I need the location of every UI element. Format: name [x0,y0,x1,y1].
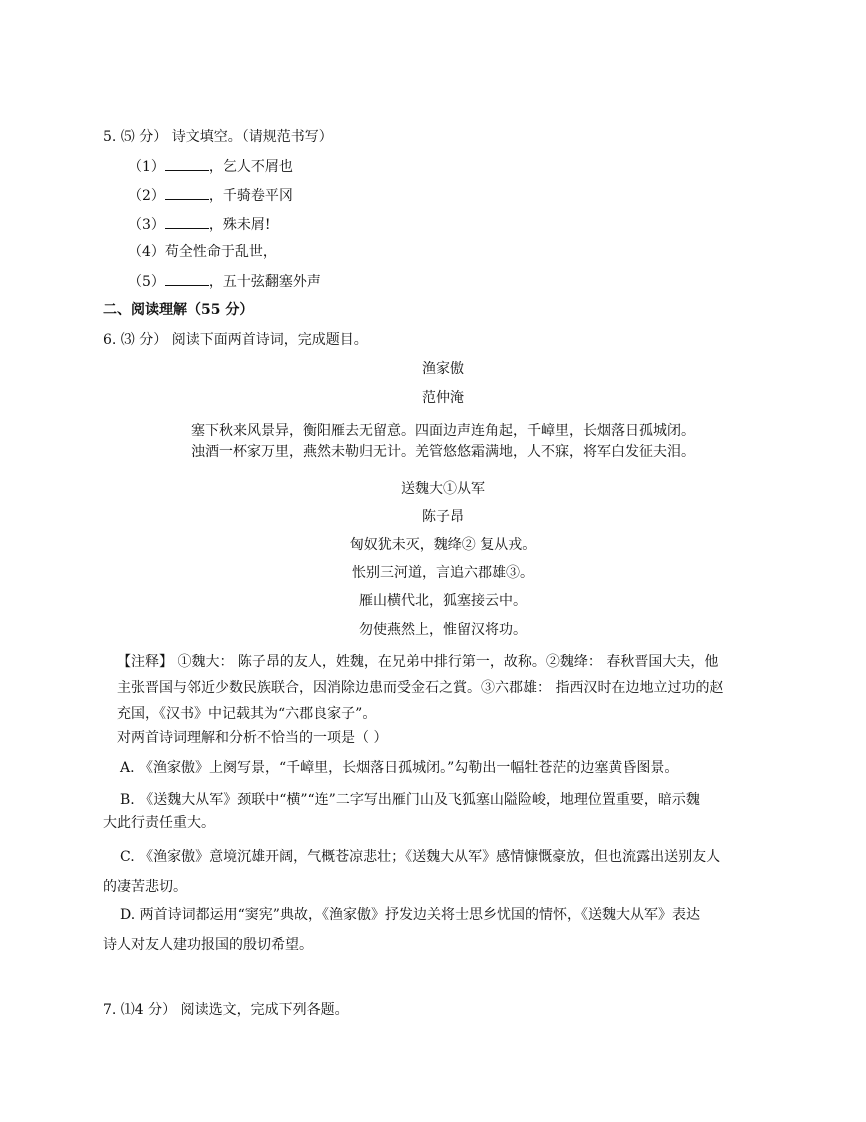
item-text: ，五十弦翻塞外声 [208,274,321,290]
option-a: A. 《渔家傲》上阕写景，“千嶂里，长烟落日孤城闭。”勾勒出一幅牡苍茫的边塞黄昏图景。 [120,760,679,776]
option-d: D. 两首诗词都运用“窦宪”典故，《渔家傲》抒发边关将士思乡忧国的情怀，《送魏大从军》表达 [120,907,700,923]
option-c-cont: 的凄苦悲切。 [103,879,187,895]
option-d-cont: 诗人对友人建功报国的殷切希望。 [103,937,313,953]
item-number: （4） [128,244,165,260]
q5-item-3 [128,215,271,234]
poem1-line: 塞下秋来风景异，衡阳雁去无留意。四面边声连角起，千嶂里，长烟落日孤城闭。 [191,423,695,439]
answer-blank [165,157,209,171]
item-number: （1） [128,159,165,175]
item-text: ，殊未屑! [208,217,271,233]
poem2-line: 匈奴犹未灭，魏绛② 复从戎。 [349,537,537,553]
q5-item-5 [128,272,321,291]
notes-line: 主张晋国与邻近少数民族联合，因消除边患而受金石之賞。③六郡雄： 指西汉时在边地立过功的赵 [117,680,724,696]
item-text: ，乞人不屑也 [208,159,293,175]
notes-line: 充国，《汉书》中记载其为“六郡良家子”。 [117,706,377,722]
section-heading: 二、阅读理解（55 分） [103,302,254,318]
question-5-title: 5. ⑸ 分） 诗文填空。（请规范书写） [103,129,333,145]
notes-line: 【注释】 ①魏大： 陈子昂的友人，姓魏，在兄弟中排行第一，故称。②魏绛： 春秋晋国大夫，他 [117,654,719,670]
q5-item-1 [128,157,293,176]
poem1-author: 范仲淹 [422,390,464,406]
item-number: （2） [128,188,165,204]
poem1-title: 渔家傲 [422,361,464,377]
question-6-title: 6. ⑶ 分） 阅读下面两首诗词，完成题目。 [103,332,368,348]
poem2-line: 怅别三河道，言追六郡雄③。 [352,565,534,581]
poem2-title: 送魏大①从军 [401,481,485,497]
item-text: 苟全性命于乱世， [164,244,277,260]
poem1-line: 浊酒一杯家万里，燕然未勒归无计。羌管悠悠霜满地，人不寐，将军白发征夫泪。 [191,444,695,460]
option-c: C. 《渔家傲》意境沉雄开阔，气概苍凉悲壮；《送魏大从军》感情慷慨豪放，但也流露出送别友人 [120,849,721,865]
poem2-author: 陈子昂 [422,509,464,525]
question-7-title: 7. ⑴4 分） 阅读选文，完成下列各题。 [103,1002,349,1018]
poem2-line: 勿使燕然上，惟留汉将功。 [359,622,527,638]
q5-item-2 [128,186,293,205]
item-number: （3） [128,217,165,233]
poem2-line: 雁山横代北，狐塞接云中。 [359,593,527,609]
item-number: （5） [128,274,165,290]
option-b-cont: 大此行责任重大。 [103,815,215,831]
question-stem: 对两首诗词理解和分析不恰当的一项是（ ） [117,730,388,746]
answer-blank [165,215,209,229]
answer-blank [165,186,209,200]
option-b: B. 《送魏大从军》颈联中“横”“连”二字写出雁门山及飞狐塞山隘险峻，地理位置重要，暗示魏 [120,792,700,808]
answer-blank [165,272,209,286]
item-text: ，千骑卷平冈 [208,188,293,204]
q5-item-4 [128,243,277,261]
